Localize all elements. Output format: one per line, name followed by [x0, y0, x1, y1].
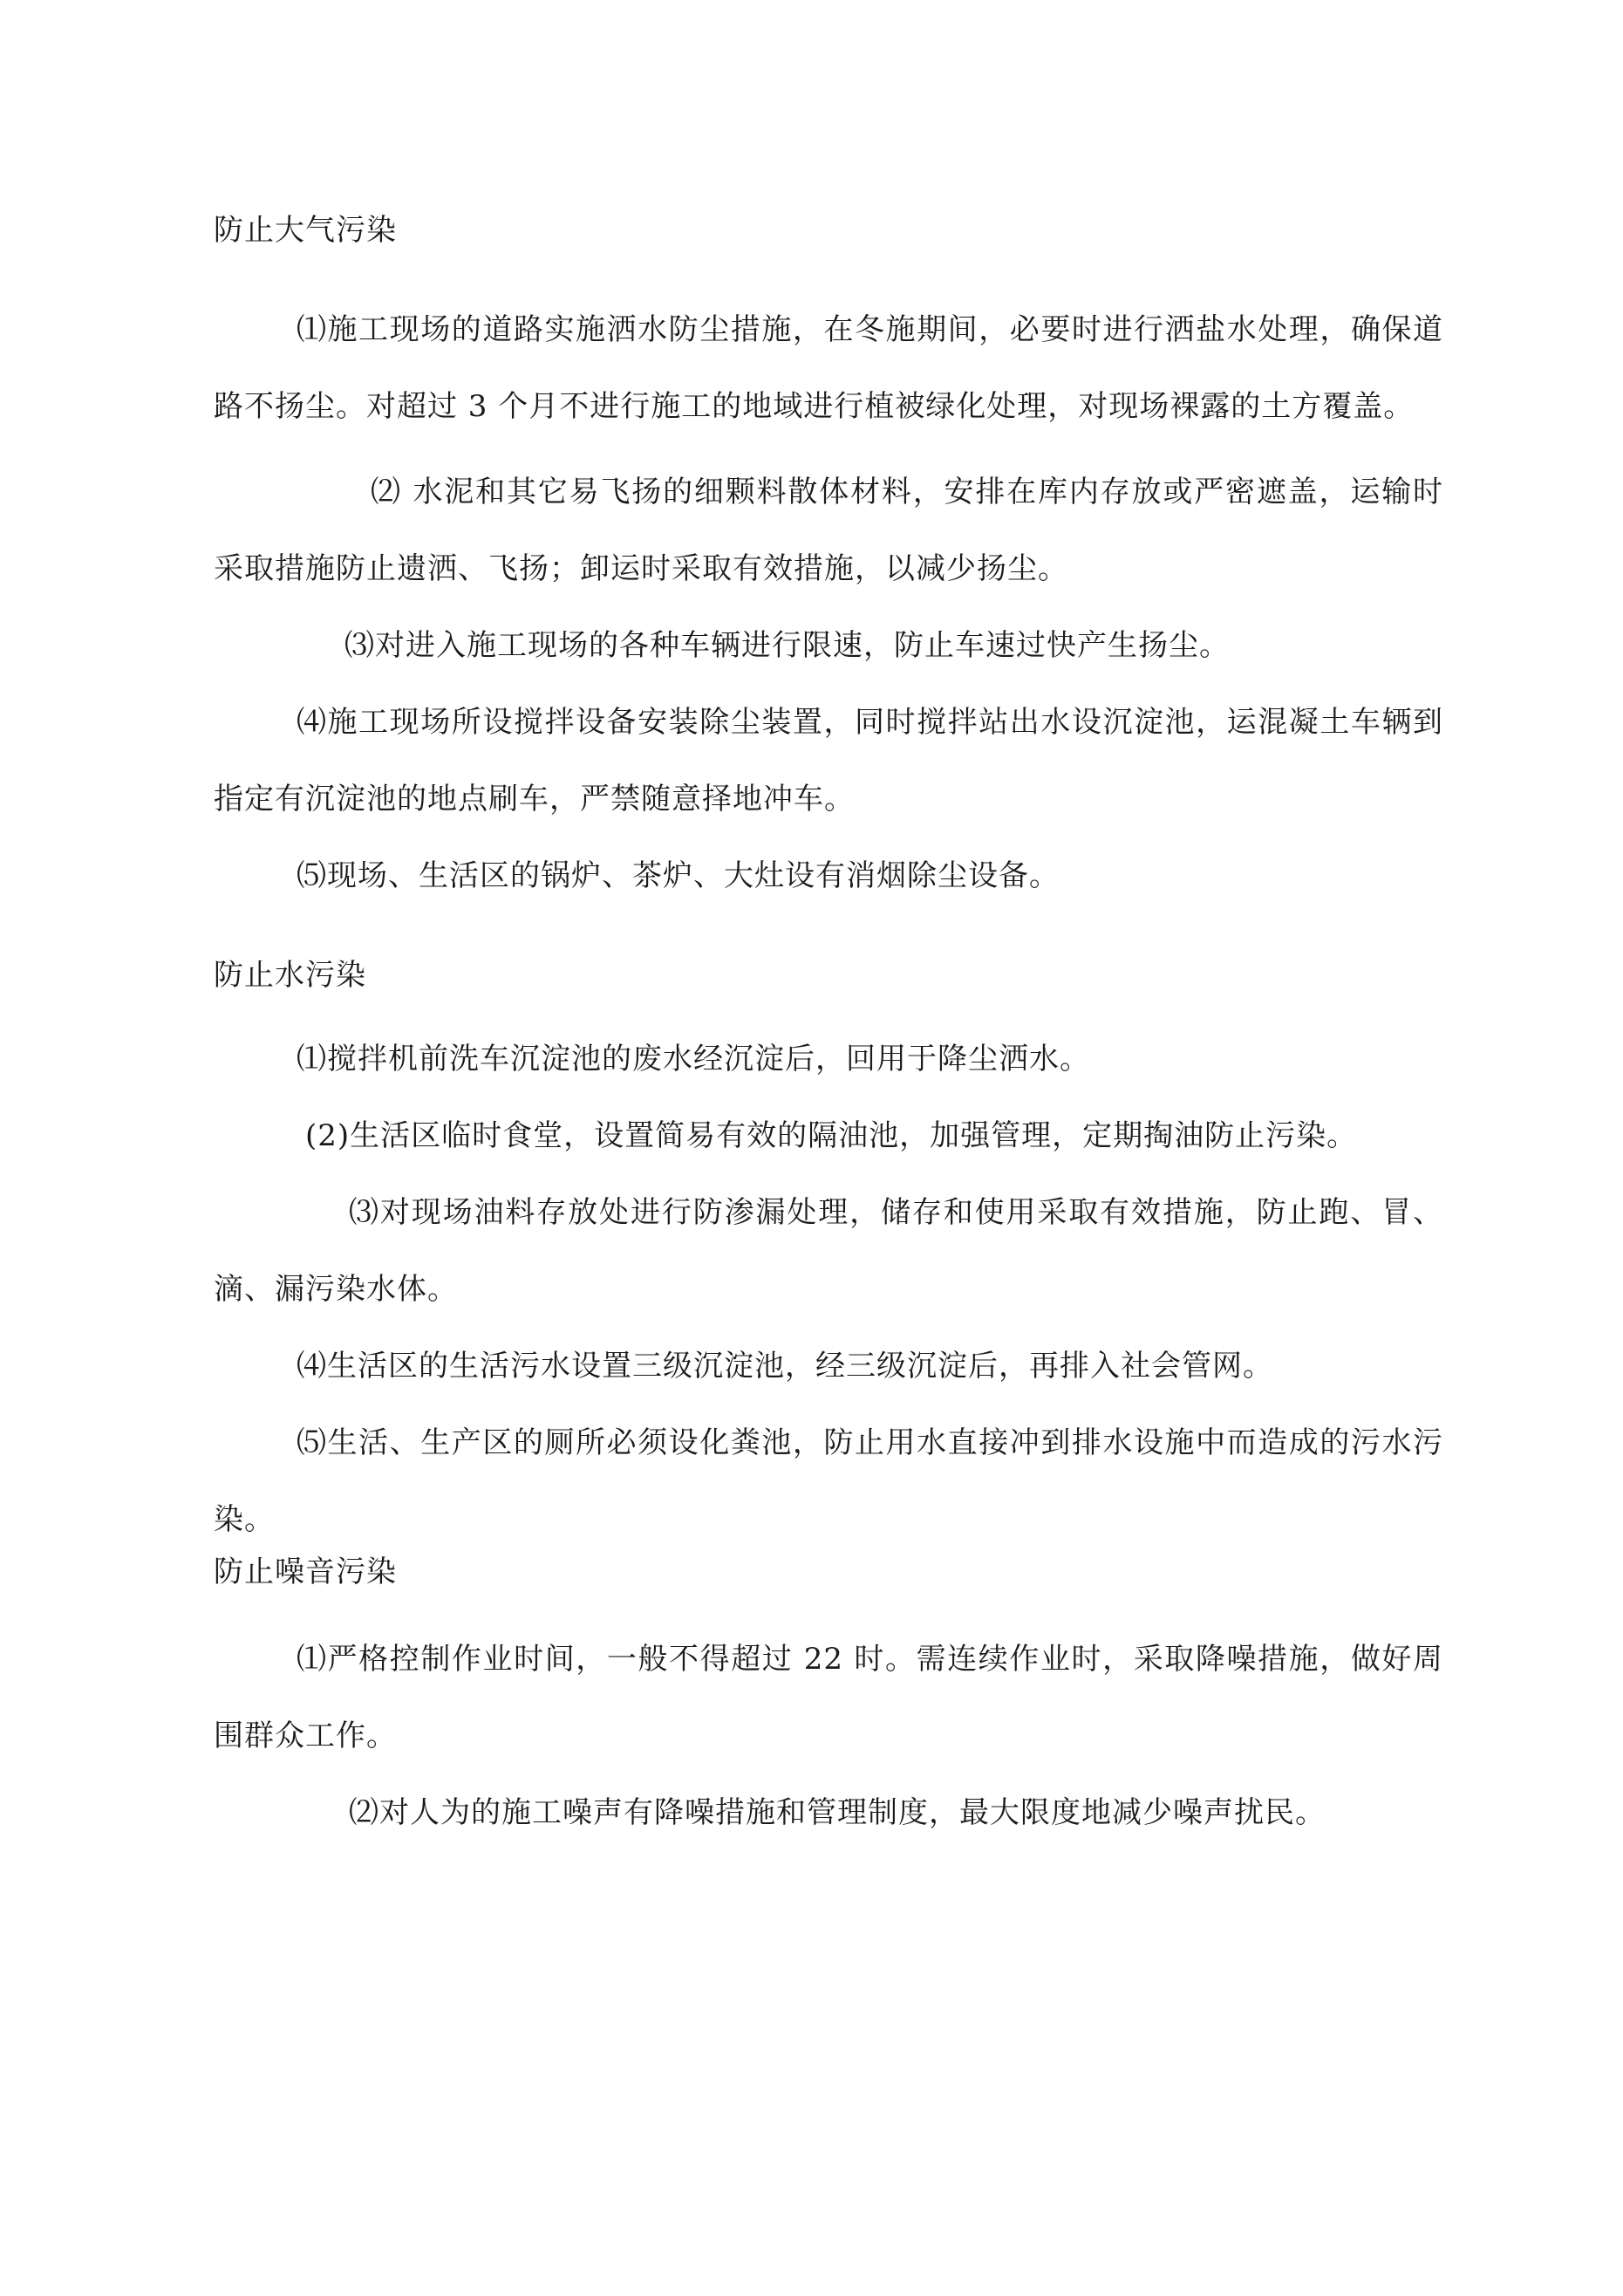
document-body	[214, 209, 1443, 1851]
paragraph: ⑶对进入施工现场的各种车辆进行限速，防止车速过快产生扬尘。	[344, 628, 1230, 663]
paragraph: ⑵ 水泥和其它易飞扬的细颗料散体材料，安排在库内存放或严密遮盖，运输时采取措施防止遗洒、飞扬；卸运时采取有效措施，以减少扬尘。	[214, 475, 1443, 586]
section-title-water-pollution: 防止水污染	[214, 958, 366, 993]
paragraph: (2)生活区临时食堂，设置简易有效的隔油池，加强管理，定期掏油防止污染。	[305, 1118, 1358, 1153]
paragraph: ⑸生活、生产区的厕所必须设化粪池，防止用水直接冲到排水设施中而造成的污水污染。	[214, 1425, 1443, 1537]
paragraph: ⑵对人为的施工噪声有降噪措施和管理制度，最大限度地减少噪声扰民。	[349, 1795, 1326, 1830]
section-title-air-pollution: 防止大气污染	[214, 213, 397, 248]
paragraph: ⑷生活区的生活污水设置三级沉淀池，经三级沉淀后，再排入社会管网。	[297, 1349, 1273, 1384]
paragraph: ⑴搅拌机前洗车沉淀池的废水经沉淀后，回用于降尘洒水。	[297, 1042, 1090, 1076]
paragraph: ⑴施工现场的道路实施洒水防尘措施，在冬施期间，必要时进行洒盐水处理，确保道路不扬尘。对超过 3 个月不进行施工的地域进行植被绿化处理，对现场裸露的土方覆盖。	[214, 312, 1443, 424]
paragraph: ⑷施工现场所设搅拌设备安装除尘装置，同时搅拌站出水设沉淀池，运混凝土车辆到指定有沉淀池的地点刷车，严禁随意择地冲车。	[214, 705, 1443, 817]
paragraph: ⑴严格控制作业时间，一般不得超过 22 时。需连续作业时，采取降噪措施，做好周围群众工作。	[214, 1642, 1443, 1753]
paragraph: ⑶对现场油料存放处进行防渗漏处理，储存和使用采取有效措施，防止跑、冒、滴、漏污染水体。	[214, 1195, 1443, 1307]
paragraph: ⑸现场、生活区的锅炉、茶炉、大灶设有消烟除尘设备。	[297, 858, 1060, 893]
section-title-noise-pollution: 防止噪音污染	[214, 1555, 397, 1589]
